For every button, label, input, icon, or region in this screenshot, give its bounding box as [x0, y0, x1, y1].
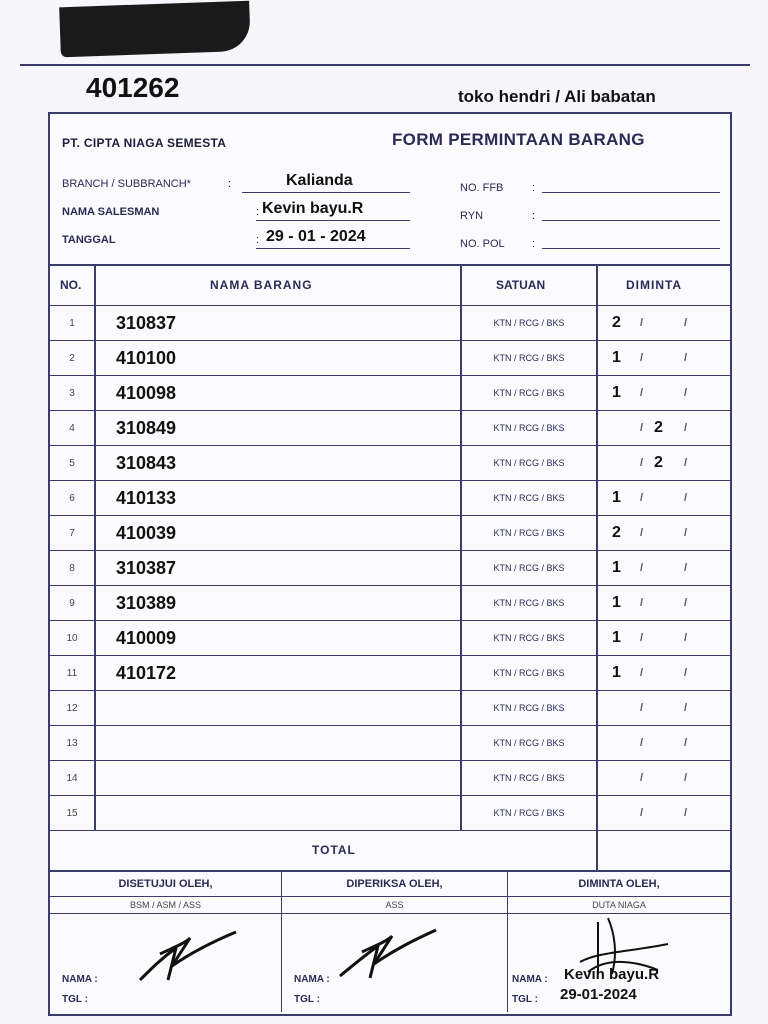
table-row: [50, 516, 730, 551]
table-row: [50, 411, 730, 446]
item-code: 410172: [116, 662, 177, 683]
colon: :: [228, 178, 232, 190]
separator-slash: /: [684, 597, 688, 609]
separator-slash: /: [640, 667, 644, 679]
ryn-line: [542, 220, 720, 221]
signature-mark: [332, 918, 442, 988]
item-requested: [598, 516, 730, 550]
tgl-label: TGL :: [62, 994, 88, 1005]
item-code: 410009: [116, 627, 177, 648]
header-unit: SATUAN: [496, 278, 546, 292]
item-unit: KTN / RCG / BKS: [493, 493, 565, 503]
approved-role: BSM / ASM / ASS: [50, 896, 281, 914]
requested-heading: DIMINTA OLEH,: [578, 878, 660, 890]
row-number: 13: [66, 737, 78, 749]
branch-value: Kalianda: [286, 172, 353, 189]
requested-qty: 1: [612, 664, 621, 681]
separator-slash: /: [640, 387, 644, 399]
item-requested: [598, 691, 730, 725]
table-header-row: [50, 266, 730, 306]
separator-slash: /: [640, 527, 644, 539]
separator-slash: /: [640, 492, 644, 504]
approved-heading: DISETUJUI OLEH,: [118, 878, 213, 890]
item-requested: [598, 551, 730, 585]
item-requested: [598, 656, 730, 690]
item-unit: KTN / RCG / BKS: [493, 318, 565, 328]
tgl-label: TGL :: [294, 994, 320, 1005]
total-row: [50, 831, 730, 871]
separator-slash: /: [640, 702, 644, 714]
pol-line: [542, 248, 720, 249]
date-underline: [256, 248, 410, 249]
table-row: [50, 481, 730, 516]
tgl-label: TGL :: [512, 994, 538, 1005]
salesman-value: Kevin bayu.R: [262, 200, 364, 217]
checked-by-column: [282, 872, 508, 1012]
separator-slash: /: [684, 737, 688, 749]
header-requested: DIMINTA: [626, 278, 683, 292]
item-unit: KTN / RCG / BKS: [493, 423, 565, 433]
checked-role: ASS: [282, 896, 507, 914]
item-code: 310843: [116, 452, 177, 473]
requested-qty: 1: [612, 384, 621, 401]
requested-qty: 1: [612, 349, 621, 366]
item-requested: [598, 376, 730, 410]
row-number: 6: [69, 492, 75, 504]
item-unit: KTN / RCG / BKS: [493, 528, 565, 538]
request-form: [48, 112, 732, 1016]
items-table: [50, 264, 730, 857]
store-name: toko hendri / Ali babatan: [458, 87, 656, 106]
separator-slash: /: [640, 737, 644, 749]
requested-qty: 2: [654, 419, 663, 436]
colon: :: [256, 234, 260, 246]
table-row: [50, 761, 730, 796]
separator-slash: /: [684, 702, 688, 714]
requested-qty: 1: [612, 559, 621, 576]
header-no: NO.: [60, 278, 82, 292]
company-name: PT. CIPTA NIAGA SEMESTA: [62, 136, 227, 150]
row-number: 4: [69, 422, 75, 434]
item-code: 310849: [116, 417, 177, 438]
item-requested: [598, 586, 730, 620]
item-unit: KTN / RCG / BKS: [493, 633, 565, 643]
item-unit: KTN / RCG / BKS: [493, 738, 565, 748]
table-row: [50, 656, 730, 691]
item-code: 410100: [116, 347, 177, 368]
requester-date: 29-01-2024: [560, 986, 637, 1003]
item-unit: KTN / RCG / BKS: [493, 703, 565, 713]
table-row: [50, 796, 730, 831]
pol-label: NO. POL: [460, 238, 505, 250]
requested-qty: 2: [654, 454, 663, 471]
table-row: [50, 586, 730, 621]
item-unit: KTN / RCG / BKS: [493, 388, 565, 398]
row-number: 9: [69, 597, 75, 609]
table-row: [50, 341, 730, 376]
requested-qty: 1: [612, 629, 621, 646]
separator-slash: /: [640, 632, 644, 644]
separator-slash: /: [640, 317, 644, 329]
separator-slash: /: [640, 562, 644, 574]
date-label: TANGGAL: [62, 234, 116, 246]
item-requested: [598, 796, 730, 830]
nama-label: NAMA :: [512, 974, 548, 985]
row-number: 5: [69, 457, 75, 469]
requester-name: Kevin bayu.R: [564, 966, 660, 983]
separator-slash: /: [684, 667, 688, 679]
signature-section: [50, 870, 730, 1012]
ffb-label: NO. FFB: [460, 182, 504, 194]
separator-slash: /: [684, 317, 688, 329]
colon: :: [532, 238, 536, 250]
separator-slash: /: [684, 457, 688, 469]
requested-qty: 1: [612, 489, 621, 506]
col-divider: [460, 266, 462, 831]
item-requested: [598, 621, 730, 655]
item-requested: [598, 726, 730, 760]
total-label: TOTAL: [312, 843, 356, 857]
item-unit: KTN / RCG / BKS: [493, 668, 565, 678]
colon: :: [256, 206, 260, 218]
row-number: 10: [66, 632, 78, 644]
table-row: [50, 726, 730, 761]
form-title: FORM PERMINTAAN BARANG: [392, 130, 645, 149]
item-code: 310387: [116, 557, 177, 578]
item-unit: KTN / RCG / BKS: [493, 773, 565, 783]
item-code: 410133: [116, 487, 177, 508]
item-requested: [598, 341, 730, 375]
separator-slash: /: [684, 527, 688, 539]
separator-slash: /: [640, 772, 644, 784]
row-number: 15: [66, 807, 78, 819]
nama-label: NAMA :: [62, 974, 98, 985]
row-number: 3: [69, 387, 75, 399]
col-divider: [596, 266, 598, 871]
salesman-underline: [256, 220, 410, 221]
item-code: 410039: [116, 522, 177, 543]
row-number: 8: [69, 562, 75, 574]
separator-slash: /: [640, 597, 644, 609]
col-divider: [94, 266, 96, 831]
header-name: NAMA BARANG: [210, 278, 313, 292]
requested-qty: 1: [612, 594, 621, 611]
separator-slash: /: [640, 422, 644, 434]
row-number: 1: [69, 317, 75, 329]
table-row: [50, 446, 730, 481]
ryn-label: RYN: [460, 210, 484, 222]
separator-slash: /: [640, 807, 644, 819]
separator-slash: /: [684, 562, 688, 574]
table-row: [50, 621, 730, 656]
row-number: 12: [66, 702, 78, 714]
colon: :: [532, 210, 536, 222]
table-row: [50, 551, 730, 586]
requested-qty: 2: [612, 524, 621, 541]
checked-heading: DIPERIKSA OLEH,: [346, 878, 443, 890]
item-code: 310389: [116, 592, 177, 613]
item-code: 410098: [116, 382, 177, 403]
table-row: [50, 691, 730, 726]
item-requested: [598, 411, 730, 445]
separator-slash: /: [684, 352, 688, 364]
item-unit: KTN / RCG / BKS: [493, 458, 565, 468]
item-code: 310837: [116, 312, 177, 333]
requested-by-column: [508, 872, 730, 1012]
separator-slash: /: [684, 807, 688, 819]
table-row: [50, 376, 730, 411]
requested-qty: 2: [612, 314, 621, 331]
salesman-label: NAMA SALESMAN: [62, 206, 160, 218]
separator-slash: /: [640, 352, 644, 364]
item-requested: [598, 306, 730, 340]
ffb-line: [542, 192, 720, 193]
separator-slash: /: [684, 422, 688, 434]
item-unit: KTN / RCG / BKS: [493, 808, 565, 818]
separator-slash: /: [684, 772, 688, 784]
table-row: [50, 306, 730, 341]
item-unit: KTN / RCG / BKS: [493, 598, 565, 608]
item-requested: [598, 481, 730, 515]
redaction-mark: [59, 1, 251, 58]
colon: :: [532, 182, 536, 194]
branch-label: BRANCH / SUBBRANCH*: [62, 178, 191, 190]
approved-by-column: [50, 872, 282, 1012]
row-number: 11: [66, 667, 78, 679]
separator-slash: /: [684, 492, 688, 504]
separator-slash: /: [640, 457, 644, 469]
item-unit: KTN / RCG / BKS: [493, 563, 565, 573]
item-requested: [598, 446, 730, 480]
separator-slash: /: [684, 387, 688, 399]
item-unit: KTN / RCG / BKS: [493, 353, 565, 363]
header-divider: [20, 64, 750, 66]
item-requested: [598, 761, 730, 795]
signature-mark: [132, 918, 242, 988]
document-number: 401262: [86, 72, 180, 103]
row-number: 14: [66, 772, 78, 784]
row-number: 7: [69, 527, 75, 539]
requested-role: DUTA NIAGA: [508, 896, 730, 914]
nama-label: NAMA :: [294, 974, 330, 985]
row-number: 2: [69, 352, 75, 364]
separator-slash: /: [684, 632, 688, 644]
branch-underline: [242, 192, 410, 193]
date-value: 29 - 01 - 2024: [266, 228, 366, 245]
